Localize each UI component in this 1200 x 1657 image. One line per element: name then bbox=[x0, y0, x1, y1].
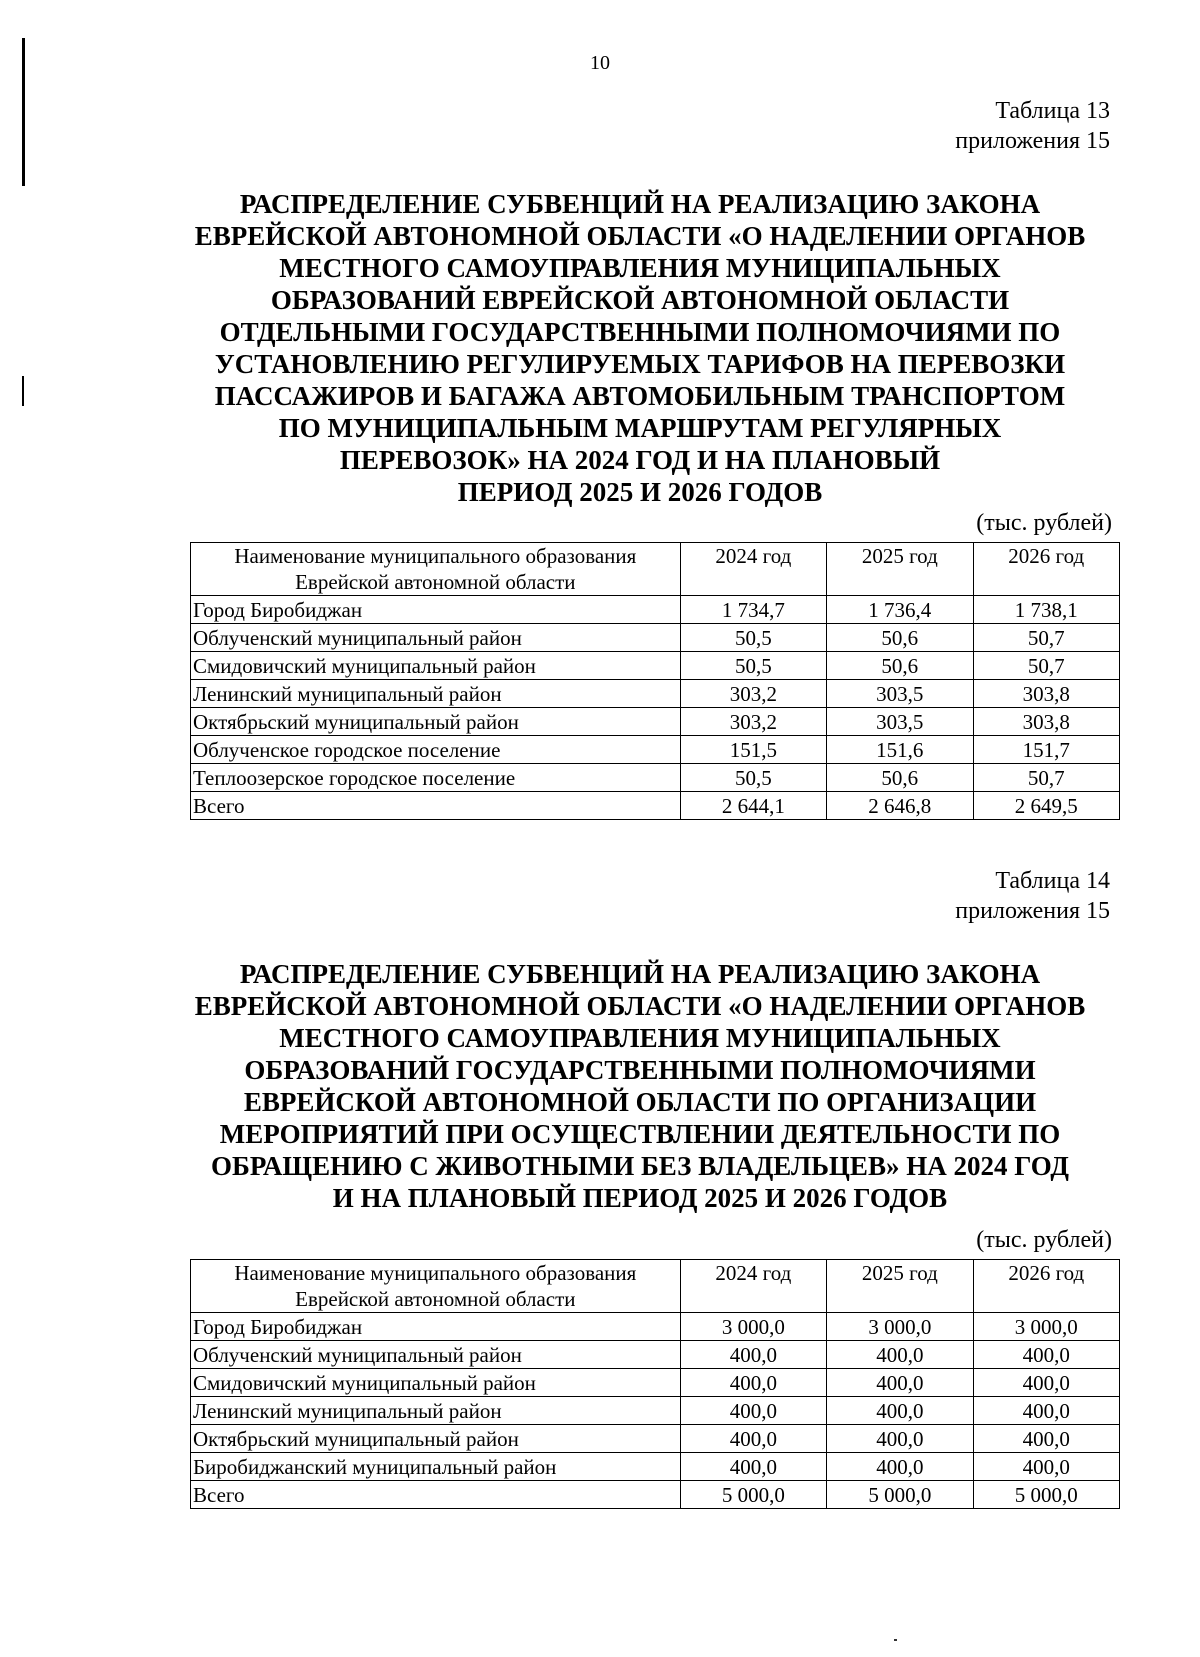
amount-cell-2024: 5 000,0 bbox=[680, 1481, 826, 1509]
table-row bbox=[191, 652, 1120, 680]
amount-cell-2024: 400,0 bbox=[680, 1341, 826, 1369]
amount-cell-2024: 303,2 bbox=[680, 680, 826, 708]
amount-cell-2024: 2 644,1 bbox=[680, 792, 826, 820]
municipality-name-cell: Всего bbox=[191, 792, 681, 820]
table-row bbox=[191, 624, 1120, 652]
amount-cell-2024: 151,5 bbox=[680, 736, 826, 764]
amount-cell-2026: 400,0 bbox=[973, 1397, 1119, 1425]
table14-heading-line: ЕВРЕЙСКОЙ АВТОНОМНОЙ ОБЛАСТИ «О НАДЕЛЕНИИ ОРГАНОВ bbox=[194, 991, 1086, 1021]
amount-cell-2025: 2 646,8 bbox=[827, 792, 973, 820]
table14 bbox=[190, 1259, 1120, 1509]
table13-heading-line: ОТДЕЛЬНЫМИ ГОСУДАРСТВЕННЫМИ ПОЛНОМОЧИЯМИ ПО bbox=[219, 317, 1061, 347]
amount-cell-2025: 50,6 bbox=[827, 652, 973, 680]
table13-heading-line: ПЕРЕВОЗОК» НА 2024 ГОД И НА ПЛАНОВЫЙ bbox=[339, 445, 941, 475]
municipality-name-cell: Смидовичский муниципальный район bbox=[191, 652, 681, 680]
municipality-name-cell: Октябрьский муниципальный район bbox=[191, 1425, 681, 1453]
municipality-name-cell: Биробиджанский муниципальный район bbox=[191, 1453, 681, 1481]
amount-cell-2026: 400,0 bbox=[973, 1341, 1119, 1369]
table-row bbox=[191, 1453, 1120, 1481]
scan-margin-line-small bbox=[22, 376, 24, 406]
table13-heading-line: МЕСТНОГО САМОУПРАВЛЕНИЯ МУНИЦИПАЛЬНЫХ bbox=[279, 253, 1001, 283]
table-row bbox=[191, 1481, 1120, 1509]
municipality-name-cell: Облученское городское поселение bbox=[191, 736, 681, 764]
table14-heading bbox=[170, 958, 1110, 1214]
table14-number: Таблица 14 bbox=[995, 868, 1110, 894]
amount-cell-2025: 3 000,0 bbox=[827, 1313, 973, 1341]
column-header-2024: 2024 год bbox=[680, 1260, 826, 1313]
municipality-name-cell: Ленинский муниципальный район bbox=[191, 680, 681, 708]
amount-cell-2024: 400,0 bbox=[680, 1425, 826, 1453]
table-row bbox=[191, 764, 1120, 792]
table14-heading-line: МЕРОПРИЯТИЙ ПРИ ОСУЩЕСТВЛЕНИИ ДЕЯТЕЛЬНОСТИ ПО bbox=[219, 1119, 1061, 1149]
table13-heading-line: ОБРАЗОВАНИЙ ЕВРЕЙСКОЙ АВТОНОМНОЙ ОБЛАСТИ bbox=[270, 285, 1010, 315]
amount-cell-2026: 2 649,5 bbox=[973, 792, 1119, 820]
table14-heading-line: ОБРАЩЕНИЮ С ЖИВОТНЫМИ БЕЗ ВЛАДЕЛЬЦЕВ» НА 2024 ГОД bbox=[211, 1151, 1069, 1181]
amount-cell-2026: 50,7 bbox=[973, 652, 1119, 680]
municipality-name-cell: Смидовичский муниципальный район bbox=[191, 1369, 681, 1397]
table-row bbox=[191, 1425, 1120, 1453]
page-number: 10 bbox=[590, 52, 610, 74]
amount-cell-2026: 400,0 bbox=[973, 1369, 1119, 1397]
municipality-name-cell: Облученский муниципальный район bbox=[191, 624, 681, 652]
table13-appendix: приложения 15 bbox=[955, 128, 1110, 154]
amount-cell-2026: 50,7 bbox=[973, 624, 1119, 652]
table13-reference bbox=[955, 96, 1110, 156]
table14-units: (тыс. рублей) bbox=[976, 1227, 1112, 1253]
table13-header-row bbox=[191, 543, 1120, 596]
column-header-2026: 2026 год bbox=[973, 1260, 1119, 1313]
column-header-name-line2: Еврейской автономной области bbox=[295, 1287, 576, 1311]
table-row bbox=[191, 736, 1120, 764]
amount-cell-2026: 3 000,0 bbox=[973, 1313, 1119, 1341]
table13-body bbox=[191, 596, 1120, 820]
table-row bbox=[191, 1313, 1120, 1341]
amount-cell-2024: 400,0 bbox=[680, 1397, 826, 1425]
table14-heading-line: ОБРАЗОВАНИЙ ГОСУДАРСТВЕННЫМИ ПОЛНОМОЧИЯМИ bbox=[244, 1055, 1036, 1085]
table13-heading bbox=[170, 188, 1110, 508]
municipality-name-cell: Облученский муниципальный район bbox=[191, 1341, 681, 1369]
amount-cell-2024: 303,2 bbox=[680, 708, 826, 736]
amount-cell-2025: 400,0 bbox=[827, 1369, 973, 1397]
table13-heading-line: ПО МУНИЦИПАЛЬНЫМ МАРШРУТАМ РЕГУЛЯРНЫХ bbox=[278, 413, 1002, 443]
amount-cell-2025: 50,6 bbox=[827, 624, 973, 652]
amount-cell-2026: 400,0 bbox=[973, 1453, 1119, 1481]
table-row bbox=[191, 1397, 1120, 1425]
amount-cell-2025: 400,0 bbox=[827, 1341, 973, 1369]
scan-speck bbox=[894, 1639, 897, 1641]
column-header-2026: 2026 год bbox=[973, 543, 1119, 596]
amount-cell-2024: 50,5 bbox=[680, 764, 826, 792]
municipality-name-cell: Город Биробиджан bbox=[191, 596, 681, 624]
municipality-name-cell: Город Биробиджан bbox=[191, 1313, 681, 1341]
table-row bbox=[191, 596, 1120, 624]
table13-heading-line: ПАССАЖИРОВ И БАГАЖА АВТОМОБИЛЬНЫМ ТРАНСПОРТОМ bbox=[214, 381, 1066, 411]
table-row bbox=[191, 792, 1120, 820]
column-header-name-line1: Наименование муниципального образования bbox=[234, 1261, 637, 1285]
amount-cell-2025: 303,5 bbox=[827, 708, 973, 736]
municipality-name-cell: Всего bbox=[191, 1481, 681, 1509]
amount-cell-2025: 5 000,0 bbox=[827, 1481, 973, 1509]
table-row bbox=[191, 1369, 1120, 1397]
amount-cell-2024: 400,0 bbox=[680, 1369, 826, 1397]
table13-heading-line: РАСПРЕДЕЛЕНИЕ СУБВЕНЦИЙ НА РЕАЛИЗАЦИЮ ЗАКОНА bbox=[239, 189, 1041, 219]
column-header-2025: 2025 год bbox=[827, 1260, 973, 1313]
amount-cell-2025: 151,6 bbox=[827, 736, 973, 764]
table13 bbox=[190, 542, 1120, 820]
amount-cell-2026: 1 738,1 bbox=[973, 596, 1119, 624]
amount-cell-2024: 50,5 bbox=[680, 624, 826, 652]
table14-reference bbox=[955, 866, 1110, 926]
table14-body bbox=[191, 1313, 1120, 1509]
table13-heading-line: ЕВРЕЙСКОЙ АВТОНОМНОЙ ОБЛАСТИ «О НАДЕЛЕНИИ ОРГАНОВ bbox=[194, 221, 1086, 251]
column-header-2025: 2025 год bbox=[827, 543, 973, 596]
table14-heading-line: И НА ПЛАНОВЫЙ ПЕРИОД 2025 И 2026 ГОДОВ bbox=[332, 1183, 948, 1213]
amount-cell-2024: 3 000,0 bbox=[680, 1313, 826, 1341]
table14-heading-line: РАСПРЕДЕЛЕНИЕ СУБВЕНЦИЙ НА РЕАЛИЗАЦИЮ ЗАКОНА bbox=[239, 959, 1041, 989]
amount-cell-2026: 400,0 bbox=[973, 1425, 1119, 1453]
amount-cell-2024: 1 734,7 bbox=[680, 596, 826, 624]
table14-heading-line: ЕВРЕЙСКОЙ АВТОНОМНОЙ ОБЛАСТИ ПО ОРГАНИЗАЦИИ bbox=[243, 1087, 1037, 1117]
table-row bbox=[191, 708, 1120, 736]
column-header-name bbox=[191, 1260, 681, 1313]
table13-number: Таблица 13 bbox=[995, 98, 1110, 124]
table13-units: (тыс. рублей) bbox=[976, 510, 1112, 536]
table14-appendix: приложения 15 bbox=[955, 898, 1110, 924]
amount-cell-2025: 1 736,4 bbox=[827, 596, 973, 624]
municipality-name-cell: Теплоозерское городское поселение bbox=[191, 764, 681, 792]
municipality-name-cell: Ленинский муниципальный район bbox=[191, 1397, 681, 1425]
amount-cell-2026: 303,8 bbox=[973, 680, 1119, 708]
column-header-name bbox=[191, 543, 681, 596]
table-row bbox=[191, 1341, 1120, 1369]
amount-cell-2024: 400,0 bbox=[680, 1453, 826, 1481]
table14-header-row bbox=[191, 1260, 1120, 1313]
column-header-name-line2: Еврейской автономной области bbox=[295, 570, 576, 594]
column-header-name-line1: Наименование муниципального образования bbox=[234, 544, 637, 568]
amount-cell-2025: 50,6 bbox=[827, 764, 973, 792]
table13-heading-line: УСТАНОВЛЕНИЮ РЕГУЛИРУЕМЫХ ТАРИФОВ НА ПЕРЕВОЗКИ bbox=[214, 349, 1066, 379]
table13-heading-line: ПЕРИОД 2025 И 2026 ГОДОВ bbox=[457, 477, 823, 507]
amount-cell-2025: 400,0 bbox=[827, 1425, 973, 1453]
amount-cell-2026: 5 000,0 bbox=[973, 1481, 1119, 1509]
amount-cell-2025: 303,5 bbox=[827, 680, 973, 708]
amount-cell-2026: 151,7 bbox=[973, 736, 1119, 764]
amount-cell-2025: 400,0 bbox=[827, 1397, 973, 1425]
amount-cell-2025: 400,0 bbox=[827, 1453, 973, 1481]
table-row bbox=[191, 680, 1120, 708]
amount-cell-2024: 50,5 bbox=[680, 652, 826, 680]
municipality-name-cell: Октябрьский муниципальный район bbox=[191, 708, 681, 736]
table14-heading-line: МЕСТНОГО САМОУПРАВЛЕНИЯ МУНИЦИПАЛЬНЫХ bbox=[279, 1023, 1001, 1053]
column-header-2024: 2024 год bbox=[680, 543, 826, 596]
amount-cell-2026: 50,7 bbox=[973, 764, 1119, 792]
amount-cell-2026: 303,8 bbox=[973, 708, 1119, 736]
